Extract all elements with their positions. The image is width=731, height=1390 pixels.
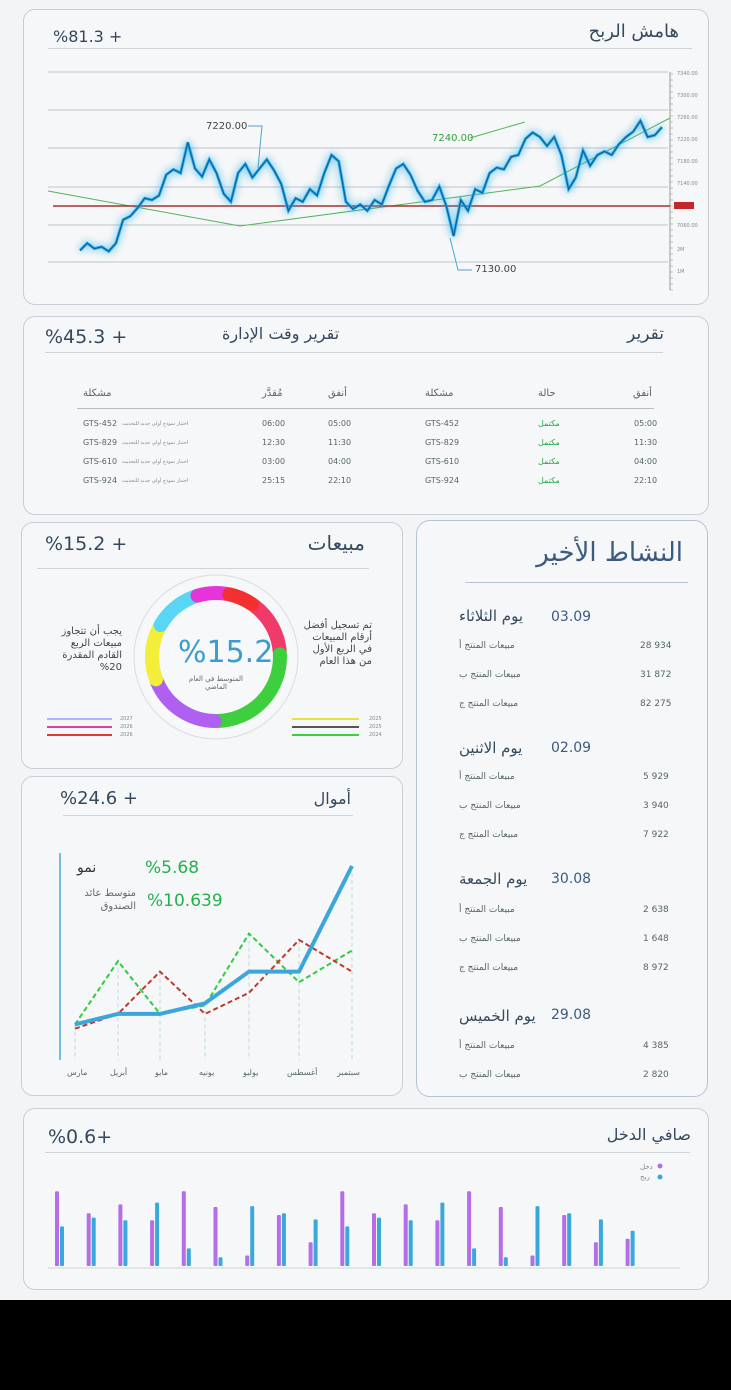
list-item-value: 7 922 <box>643 830 669 840</box>
cell-issue-2: GTS-924 <box>425 476 460 485</box>
income-title: صافي الدخل <box>606 1125 691 1144</box>
income-delta: %0.6+ <box>48 1126 113 1148</box>
bar-income <box>277 1215 281 1266</box>
month-label: سبتمبر <box>337 1068 360 1077</box>
bar-income <box>214 1207 218 1266</box>
cell-issue: GTS-452 <box>83 419 118 428</box>
bar-income <box>626 1239 630 1266</box>
list-item-value: 2 638 <box>643 905 669 915</box>
bar-income <box>404 1204 408 1266</box>
legend-year: 2026 <box>120 732 133 738</box>
cell-issue-2: GTS-829 <box>425 438 460 447</box>
list-item-label: مبيعات المنتج ب <box>459 670 521 680</box>
cell-spent-2: 11:30 <box>634 438 658 447</box>
growth-value: %5.68 <box>145 858 200 878</box>
list-item-value: 28 934 <box>640 641 672 651</box>
cell-issue: GTS-610 <box>83 457 118 466</box>
cell-issue: GTS-924 <box>83 476 118 485</box>
avg-value: %10.639 <box>147 891 223 911</box>
bar-income <box>245 1255 249 1266</box>
list-item-value: 1 648 <box>643 934 669 944</box>
cell-status: مكتمل <box>538 419 560 428</box>
month-label: مارس <box>67 1068 88 1077</box>
growth-label: نمو <box>77 860 97 876</box>
bar-profit <box>345 1226 349 1266</box>
bar-profit <box>440 1203 444 1266</box>
bar-income <box>309 1242 313 1266</box>
axis-tick-label: 2M <box>677 247 685 253</box>
axis-tick-label: 7220.00 <box>677 137 698 143</box>
list-item-value: 2 820 <box>643 1070 669 1080</box>
list-item-label: مبيعات المنتج أ <box>459 772 515 782</box>
day-name: يوم الجمعة <box>459 870 528 888</box>
cell-issue: GTS-829 <box>83 438 118 447</box>
cell-status: مكتمل <box>538 476 560 485</box>
bar-income <box>467 1191 471 1266</box>
cell-estimate: 03:00 <box>262 457 286 466</box>
axis-tick-label: 7300.00 <box>677 93 698 99</box>
cell-estimate: 25:15 <box>262 476 286 485</box>
axis-tick-label: 7340.00 <box>677 71 698 77</box>
legend-year: 2026 <box>120 724 133 730</box>
col-header-estimate: مُقدَّر <box>262 388 283 399</box>
legend-profit-dot <box>658 1175 663 1180</box>
col-header-issue-2: مشكلة <box>425 388 454 399</box>
list-item-value: 4 385 <box>643 1041 669 1051</box>
bar-profit <box>282 1213 286 1266</box>
bar-income <box>531 1255 535 1266</box>
day-date: 30.08 <box>551 871 592 887</box>
legend-year: 2027 <box>120 716 133 722</box>
report-delta: %45.3 + <box>45 326 128 348</box>
activity-title: النشاط الأخير <box>536 538 683 568</box>
bar-profit <box>92 1218 96 1266</box>
cell-issue-2: GTS-452 <box>425 419 460 428</box>
cell-spent: 05:00 <box>328 419 352 428</box>
month-label: مايو <box>155 1068 169 1077</box>
bar-income <box>118 1204 122 1266</box>
list-item-label: مبيعات المنتج أ <box>459 1041 515 1051</box>
col-header-spent-2: أنفق <box>633 388 652 399</box>
day-date: 29.08 <box>551 1007 592 1023</box>
legend-income-label: دخل <box>640 1163 653 1171</box>
list-item-label: مبيعات المنتج ج <box>459 830 519 840</box>
month-label: أبريل <box>110 1068 128 1077</box>
sales-center-caption: المتوسط في العام الماضي <box>189 675 243 691</box>
sales-delta: %15.2 + <box>45 533 128 555</box>
list-item-value: 31 872 <box>640 670 672 680</box>
bar-income <box>87 1213 91 1266</box>
cell-status: مكتمل <box>538 438 560 447</box>
legend-year: 2025 <box>369 724 382 730</box>
bar-income <box>340 1191 344 1266</box>
cell-spent: 11:30 <box>328 438 352 447</box>
report-subtitle: تقرير وقت الإدارة <box>222 324 340 343</box>
report-title: تقرير <box>627 324 664 344</box>
callout-low: 7130.00 <box>475 264 517 275</box>
profit-title: هامش الربح <box>588 21 679 42</box>
list-item-label: مبيعات المنتج ب <box>459 1070 521 1080</box>
bar-profit <box>155 1203 159 1266</box>
bar-profit <box>250 1206 254 1266</box>
bar-profit <box>631 1231 635 1266</box>
list-item-value: 8 972 <box>643 963 669 973</box>
bar-profit <box>409 1220 413 1266</box>
cell-estimate: 12:30 <box>262 438 286 447</box>
list-item-value: 82 275 <box>640 699 672 709</box>
bar-income <box>499 1207 503 1266</box>
bar-profit <box>314 1219 318 1266</box>
cell-desc: اختبار نموذج أولي جديد للتحديث <box>122 440 189 446</box>
month-label: يوليو <box>243 1068 259 1077</box>
col-header-status: حالة <box>538 388 556 399</box>
day-name: يوم الاثنين <box>459 739 523 757</box>
axis-tick-label: 7140.00 <box>677 181 698 187</box>
sales-center-value: %15.2 <box>178 635 274 670</box>
cell-spent-2: 05:00 <box>634 419 658 428</box>
sales-note-right: تم تسجيل أفضل أرقام المبيعات في الربع الأول من هذا العام <box>303 620 372 667</box>
list-item-label: مبيعات المنتج ج <box>459 699 519 709</box>
month-label: يونيه <box>199 1068 215 1077</box>
bar-profit <box>472 1248 476 1266</box>
bar-profit <box>60 1226 64 1266</box>
bar-profit <box>536 1206 540 1266</box>
callout-mid: 7240.00 <box>432 133 474 144</box>
day-name: يوم الخميس <box>459 1007 536 1025</box>
legend-year: 2025 <box>369 716 382 722</box>
day-date: 03.09 <box>551 609 592 625</box>
callout-high: 7220.00 <box>206 121 248 132</box>
footer-bar <box>0 1300 731 1390</box>
cell-desc: اختبار نموذج أولي جديد للتحديث <box>122 459 189 465</box>
axis-tick-label: 7260.00 <box>677 115 698 121</box>
bar-income <box>182 1191 186 1266</box>
legend-income-dot <box>658 1164 663 1169</box>
cell-desc: اختبار نموذج أولي جديد للتحديث <box>122 478 189 484</box>
list-item-label: مبيعات المنتج ب <box>459 801 521 811</box>
list-item-label: مبيعات المنتج أ <box>459 641 515 651</box>
col-header-spent: أنفق <box>328 388 347 399</box>
list-item-value: 5 929 <box>643 772 669 782</box>
bar-profit <box>123 1220 127 1266</box>
legend-profit-label: ربح <box>640 1173 650 1181</box>
sales-note-left: يجب أن تتجاوز مبيعات الربع القادم المقدرة 20% <box>61 626 122 673</box>
month-label: أغسطس <box>287 1068 318 1077</box>
bar-profit <box>504 1257 508 1266</box>
list-item-label: مبيعات المنتج ب <box>459 934 521 944</box>
bar-profit <box>219 1257 223 1266</box>
bar-income <box>150 1220 154 1266</box>
cell-spent-2: 22:10 <box>634 476 658 485</box>
day-date: 02.09 <box>551 740 592 756</box>
cell-spent-2: 04:00 <box>634 457 658 466</box>
funds-delta: %24.6 + <box>60 788 138 809</box>
funds-title: أموال <box>313 789 351 808</box>
list-item-label: مبيعات المنتج أ <box>459 905 515 915</box>
list-item-value: 3 940 <box>643 801 669 811</box>
cell-spent: 04:00 <box>328 457 352 466</box>
bar-income <box>435 1220 439 1266</box>
bar-income <box>594 1242 598 1266</box>
bar-profit <box>599 1219 603 1266</box>
legend-year: 2024 <box>369 732 382 738</box>
col-header-issue: مشكلة <box>83 388 112 399</box>
bar-income <box>55 1191 59 1266</box>
axis-tick-label: 7180.00 <box>677 159 698 165</box>
cell-estimate: 06:00 <box>262 419 286 428</box>
profit-delta: %81.3 + <box>53 27 123 46</box>
bar-income <box>562 1215 566 1266</box>
axis-tick-label: 1M <box>677 269 685 275</box>
list-item-label: مبيعات المنتج ج <box>459 963 519 973</box>
cell-spent: 22:10 <box>328 476 352 485</box>
cell-issue-2: GTS-610 <box>425 457 460 466</box>
sales-title: مبيعات <box>307 531 365 555</box>
cell-desc: اختبار نموذج أولي جديد للتحديث <box>122 421 189 427</box>
bar-profit <box>567 1213 571 1266</box>
bar-income <box>372 1213 376 1266</box>
avg-label: متوسط عائد الصندوق <box>84 888 136 912</box>
bar-profit <box>377 1218 381 1266</box>
cell-status: مكتمل <box>538 457 560 466</box>
bar-profit <box>187 1248 191 1266</box>
axis-tick-label: 7060.00 <box>677 223 698 229</box>
day-name: يوم الثلاثاء <box>459 607 523 625</box>
